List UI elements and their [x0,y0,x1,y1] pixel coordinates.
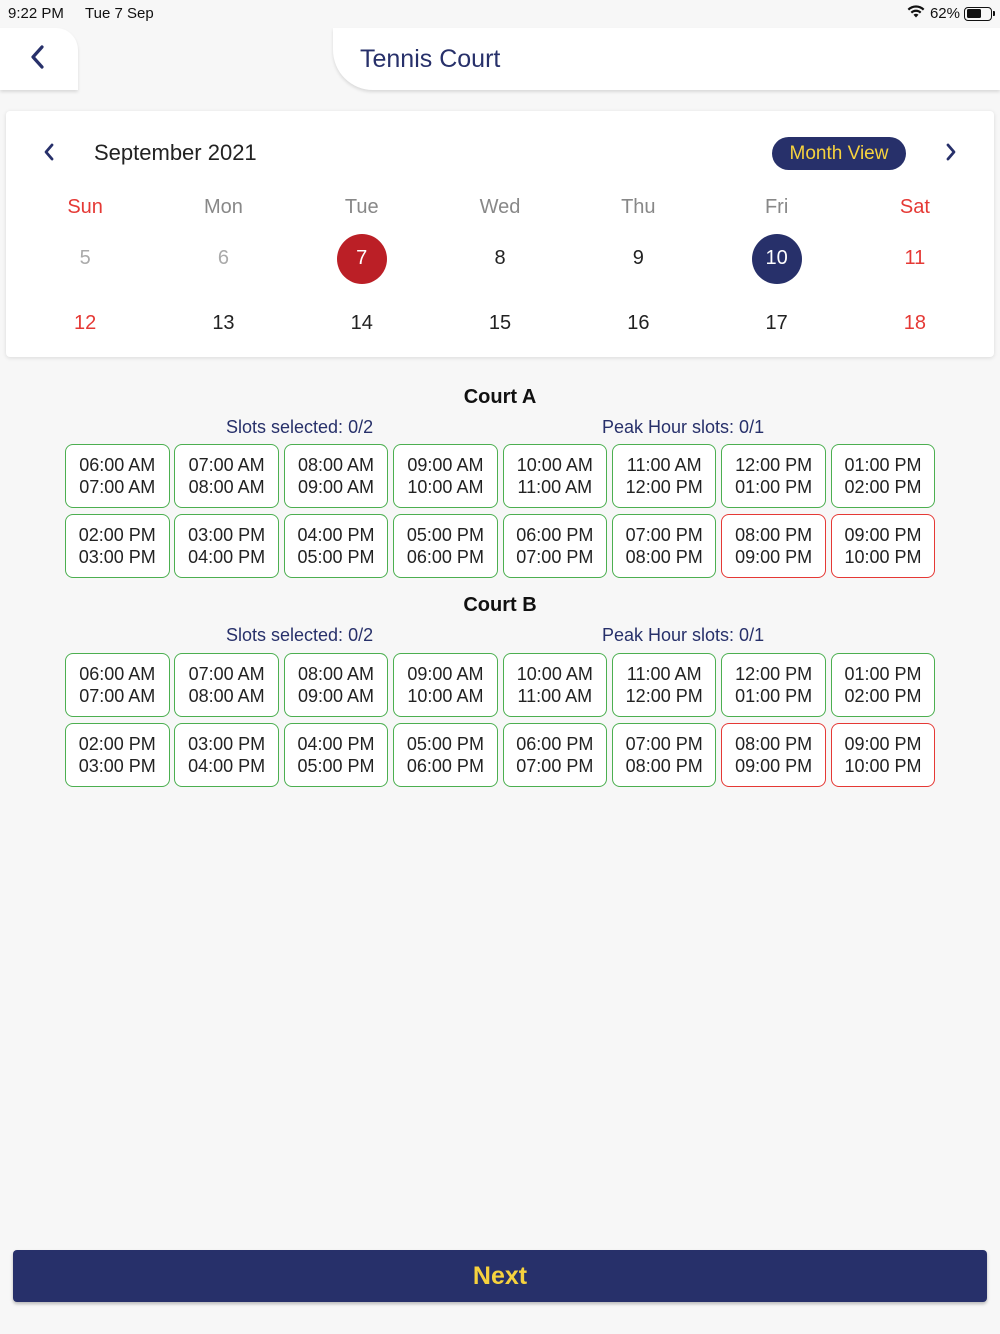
calendar-day-cell [707,226,845,291]
time-slot-button[interactable] [65,444,170,508]
time-slot-button[interactable] [721,653,826,717]
peak-hour-slots-count: Peak Hour slots: 0/1 [602,417,765,437]
slot-start-time: 04:00 PM [297,734,375,754]
page-title: Tennis Court [360,44,501,73]
calendar-day-cell [569,291,707,356]
calendar-day[interactable]: 9 [632,247,644,269]
time-slot-button[interactable] [612,723,717,787]
chevron-right-icon [944,141,958,168]
slot-start-time: 06:00 AM [79,455,156,475]
calendar-day[interactable]: 15 [488,312,512,334]
calendar [6,111,994,357]
calendar-day[interactable]: 18 [903,312,927,334]
time-slot-button[interactable] [393,444,498,508]
calendar-day-cell [154,291,292,356]
weekday-label: Tue [344,196,379,218]
slot-start-time: 02:00 PM [78,734,156,754]
slot-end-time: 02:00 PM [844,477,922,497]
slot-start-time: 08:00 PM [735,525,813,545]
slot-end-time: 10:00 AM [407,477,484,497]
slot-start-time: 06:00 PM [516,734,594,754]
battery-level [967,9,981,18]
slot-start-time: 09:00 AM [407,664,484,684]
time-slot-button[interactable] [503,653,608,717]
court-stats [0,620,1000,650]
slot-end-time: 10:00 PM [844,756,922,776]
slot-end-time: 10:00 AM [407,686,484,706]
time-slot-button[interactable] [284,444,389,508]
calendar-day[interactable]: 14 [350,312,373,334]
calendar-day-today[interactable]: 7 [337,234,387,284]
court-title: Court A [463,386,537,408]
slot-start-time: 02:00 PM [78,525,156,545]
slot-end-time: 09:00 PM [735,547,813,567]
slot-start-time: 10:00 AM [516,455,593,475]
slot-start-time: 07:00 PM [625,734,703,754]
time-slot-button[interactable] [284,653,389,717]
peak-time-slot-button[interactable] [721,514,826,578]
time-slots-grid [65,444,935,578]
time-slot-button[interactable] [612,514,717,578]
weekday-label: Sun [67,196,103,218]
slot-start-time: 08:00 AM [298,664,375,684]
weekday-label: Thu [621,196,656,218]
slot-start-time: 11:00 AM [626,664,702,684]
time-slot-button[interactable] [174,653,279,717]
court-stats [0,412,1000,442]
next-button[interactable]: Next [13,1250,987,1302]
slot-start-time: 03:00 PM [188,734,266,754]
calendar-day-cell [431,226,569,291]
slot-start-time: 05:00 PM [406,525,484,545]
court-title: Court B [463,594,537,616]
slot-end-time: 02:00 PM [844,686,922,706]
peak-time-slot-button[interactable] [831,514,936,578]
slot-end-time: 12:00 PM [625,477,703,497]
calendar-day-cell [16,226,154,291]
slot-start-time: 11:00 AM [626,455,702,475]
slot-start-time: 05:00 PM [406,734,484,754]
calendar-day-cell [846,291,984,356]
prev-month-button[interactable] [36,139,62,169]
slot-start-time: 07:00 PM [625,525,703,545]
time-slot-button[interactable] [65,514,170,578]
slot-end-time: 07:00 AM [79,686,156,706]
court-b-section [0,590,1000,776]
time-slot-button[interactable] [393,653,498,717]
slot-end-time: 04:00 PM [188,756,266,776]
time-slot-button[interactable] [503,514,608,578]
weekday-label: Sat [899,196,930,218]
calendar-day-cell [293,226,431,291]
peak-hour-slots-count: Peak Hour slots: 0/1 [602,625,765,645]
time-slot-button[interactable] [65,723,170,787]
time-slot-button[interactable] [503,444,608,508]
slots-selected-count: Slots selected: 0/2 [226,417,374,437]
slots-selected-count: Slots selected: 0/2 [226,625,374,645]
chevron-left-icon [28,44,46,75]
time-slot-button[interactable] [284,723,389,787]
calendar-day[interactable]: 13 [212,312,235,334]
calendar-day-cell [569,226,707,291]
time-slot-button[interactable] [721,444,826,508]
calendar-day-cell [707,291,845,356]
calendar-day[interactable]: 16 [627,312,650,334]
slot-start-time: 03:00 PM [188,525,266,545]
slot-start-time: 01:00 PM [844,664,922,684]
slot-end-time: 01:00 PM [735,477,813,497]
slot-start-time: 04:00 PM [297,525,375,545]
slot-end-time: 09:00 AM [298,477,375,497]
slot-end-time: 11:00 AM [517,477,593,497]
time-slot-button[interactable] [284,514,389,578]
slot-end-time: 08:00 PM [625,756,703,776]
slot-end-time: 03:00 PM [78,756,156,776]
time-slot-button[interactable] [393,514,498,578]
slot-end-time: 05:00 PM [297,547,375,567]
slot-end-time: 06:00 PM [406,547,484,567]
slot-end-time: 08:00 AM [188,686,265,706]
slot-end-time: 05:00 PM [297,756,375,776]
time-slot-button[interactable] [831,653,936,717]
time-slot-button[interactable] [612,444,717,508]
calendar-day[interactable]: 8 [494,247,506,269]
slot-end-time: 07:00 PM [516,547,594,567]
slot-start-time: 09:00 PM [844,525,922,545]
calendar-day-cell [846,226,984,291]
status-indicators [906,4,992,23]
battery-icon [964,7,992,21]
calendar-day-cell [16,291,154,356]
time-slots-grid [65,653,935,787]
status-bar [0,0,1000,26]
time-slot-button[interactable] [831,444,936,508]
slot-start-time: 08:00 AM [298,455,375,475]
calendar-day-cell [431,291,569,356]
calendar-day-selected[interactable]: 10 [752,234,802,284]
time-slot-button[interactable] [174,514,279,578]
slot-start-time: 07:00 AM [188,664,265,684]
chevron-left-icon [42,141,56,168]
slot-end-time: 09:00 PM [735,756,813,776]
calendar-day[interactable]: 12 [74,312,97,334]
slot-end-time: 07:00 AM [79,477,156,497]
calendar-day[interactable]: 11 [904,247,926,269]
next-month-button[interactable] [938,139,964,169]
time-slot-button[interactable] [393,723,498,787]
calendar-day[interactable]: 17 [765,312,788,334]
back-button[interactable] [0,28,78,90]
battery-percent: 62% [929,5,960,22]
slot-start-time: 10:00 AM [516,664,593,684]
slot-start-time: 01:00 PM [844,455,922,475]
slot-end-time: 12:00 PM [625,686,703,706]
slot-start-time: 08:00 PM [735,734,813,754]
month-label: September 2021 [94,140,257,165]
weekday-label: Mon [203,196,243,218]
calendar-day-cell [293,291,431,356]
title-card [333,28,1000,90]
slot-end-time: 09:00 AM [298,686,375,706]
slot-end-time: 03:00 PM [78,547,156,567]
slot-start-time: 06:00 PM [516,525,594,545]
calendar-day: 6 [217,247,229,269]
status-date: Tue 7 Sep [85,5,154,22]
slot-end-time: 07:00 PM [516,756,594,776]
calendar-grid [16,196,984,356]
slot-end-time: 06:00 PM [406,756,484,776]
slot-end-time: 08:00 PM [625,547,703,567]
calendar-day: 5 [79,247,91,269]
wifi-icon [906,4,926,23]
peak-time-slot-button[interactable] [831,723,936,787]
slot-end-time: 01:00 PM [735,686,813,706]
month-view-button[interactable]: Month View [772,137,906,170]
slot-end-time: 11:00 AM [517,686,593,706]
slot-end-time: 04:00 PM [188,547,266,567]
slot-end-time: 10:00 PM [844,547,922,567]
slot-start-time: 12:00 PM [735,664,813,684]
slot-start-time: 06:00 AM [79,664,156,684]
status-time: 9:22 PM [8,5,64,22]
time-slot-button[interactable] [174,723,279,787]
weekday-label: Fri [764,196,789,218]
slot-start-time: 09:00 AM [407,455,484,475]
court-a-section [0,382,1000,567]
calendar-day-cell [154,226,292,291]
peak-time-slot-button[interactable] [721,723,826,787]
slot-end-time: 08:00 AM [188,477,265,497]
slot-start-time: 07:00 AM [188,455,265,475]
weekday-label: Wed [479,196,521,218]
time-slot-button[interactable] [503,723,608,787]
slot-start-time: 09:00 PM [844,734,922,754]
slot-start-time: 12:00 PM [735,455,813,475]
time-slot-button[interactable] [612,653,717,717]
time-slot-button[interactable] [174,444,279,508]
time-slot-button[interactable] [65,653,170,717]
